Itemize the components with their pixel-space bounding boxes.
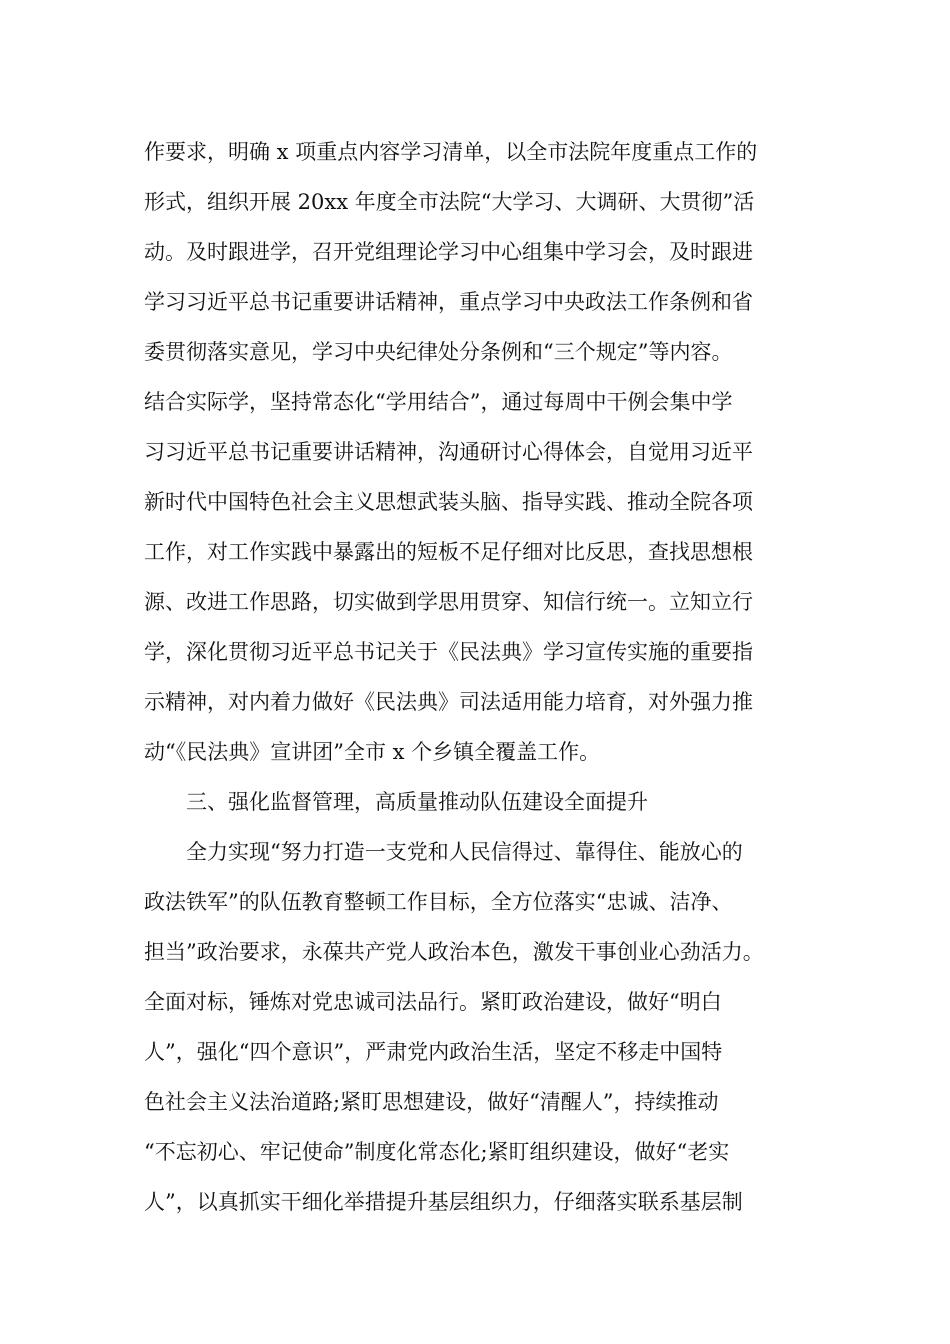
text-line: 动“《民法典》宣讲团”全市 x 个乡镇全覆盖工作。	[144, 740, 601, 764]
section-heading: 三、强化监督管理，高质量推动队伍建设全面提升	[186, 790, 648, 814]
text-line: 动。及时跟进学，召开党组理论学习中心组集中学习会，及时跟进	[144, 240, 753, 264]
text-line: 人”，以真抓实干细化举措提升基层组织力，仔细落实联系基层制	[144, 1190, 743, 1214]
text-line: 结合实际学，坚持常态化“学用结合”，通过每周中干例会集中学	[144, 390, 733, 414]
text-line: 委贯彻落实意见，学习中央纪律处分条例和“三个规定”等内容。	[144, 340, 733, 364]
text-line: 习习近平总书记重要讲话精神，沟通研讨心得体会，自觉用习近平	[144, 440, 753, 464]
text-line: 工作，对工作实践中暴露出的短板不足仔细对比反思，查找思想根	[144, 540, 753, 564]
text-line: 作要求，明确 x 项重点内容学习清单，以全市法院年度重点工作的	[144, 140, 758, 164]
text-line: 新时代中国特色社会主义思想武装头脑、指导实践、推动全院各项	[144, 490, 753, 514]
text-line: 人”，强化“四个意识”，严肃党内政治生活，坚定不移走中国特	[144, 1040, 723, 1064]
text-line: “不忘初心、牢记使命”制度化常态化;紧盯组织建设，做好“老实	[144, 1140, 730, 1164]
text-line: 学习习近平总书记重要讲话精神，重点学习中央政法工作条例和省	[144, 290, 753, 314]
text-line: 色社会主义法治道路;紧盯思想建设，做好“清醒人”，持续推动	[144, 1090, 719, 1114]
text-line: 学，深化贯彻习近平总书记关于《民法典》学习宣传实施的重要指	[144, 640, 753, 664]
text-line: 示精神，对内着力做好《民法典》司法适用能力培育，对外强力推	[144, 690, 753, 714]
text-line: 政法铁军”的队伍教育整顿工作目标，全方位落实“忠诚、洁净、	[144, 890, 733, 914]
text-line: 全面对标，锤炼对党忠诚司法品行。紧盯政治建设，做好“明白	[144, 990, 722, 1014]
text-line: 担当”政治要求，永葆共产党人政治本色，激发干事创业心劲活力。	[144, 940, 764, 964]
text-line: 源、改进工作思路，切实做到学思用贯穿、知信行统一。立知立行	[144, 590, 753, 614]
text-line: 形式，组织开展 20xx 年度全市法院“大学习、大调研、大贯彻”活	[144, 190, 755, 214]
paragraph-first-line: 全力实现“努力打造一支党和人民信得过、靠得住、能放心的	[186, 840, 743, 864]
